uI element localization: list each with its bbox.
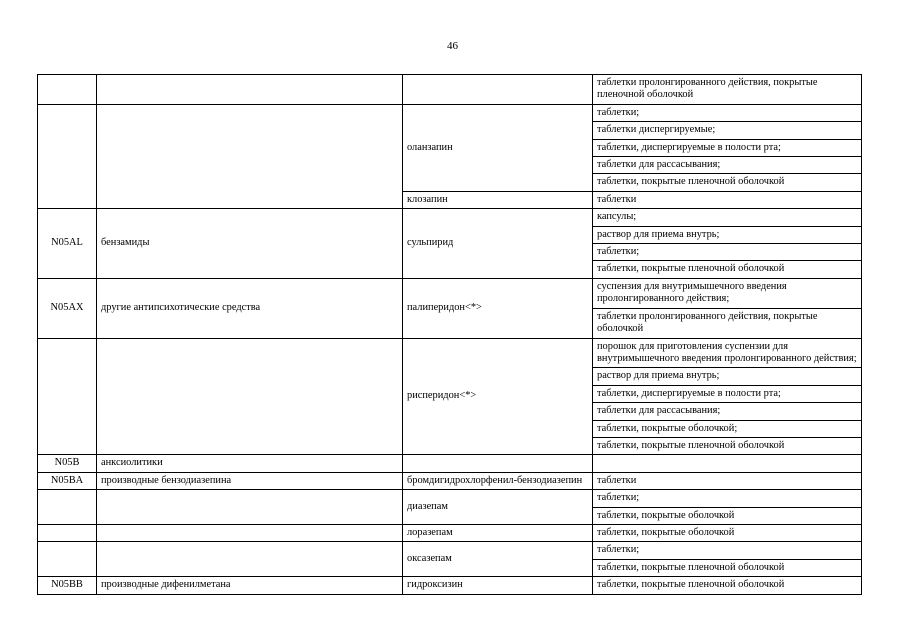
table-row xyxy=(38,542,862,559)
drug-name-cell: лоразепам xyxy=(403,524,593,541)
atc-code-cell xyxy=(38,524,97,541)
dosage-form-cell: таблетки для рассасывания; xyxy=(593,403,862,420)
drug-name-cell: диазепам xyxy=(403,490,593,525)
dosage-form-cell: порошок для приготовления суспензии для внутримышечного введения пролонгированного действия; xyxy=(593,338,862,368)
table-row xyxy=(38,75,862,105)
dosage-form-cell: таблетки пролонгированного действия, покрытые пленочной оболочкой xyxy=(593,75,862,105)
drug-name-cell: клозапин xyxy=(403,191,593,208)
atc-code-cell: N05AX xyxy=(38,278,97,338)
drug-name-cell: оланзапин xyxy=(403,104,593,191)
medication-table xyxy=(37,74,862,595)
table-row xyxy=(38,104,862,121)
pharmacological-group-cell xyxy=(97,338,403,455)
pharmacological-group-cell xyxy=(97,542,403,577)
dosage-form-cell: таблетки, покрытые оболочкой; xyxy=(593,420,862,437)
drug-name-cell: бромдигидрохлорфенил-бензодиазепин xyxy=(403,472,593,489)
dosage-form-cell: таблетки, покрытые пленочной оболочкой xyxy=(593,437,862,454)
dosage-form-cell: таблетки, покрытые оболочкой xyxy=(593,507,862,524)
pharmacological-group-cell: другие антипсихотические средства xyxy=(97,278,403,338)
dosage-form-cell: раствор для приема внутрь; xyxy=(593,226,862,243)
table-row xyxy=(38,577,862,594)
drug-name-cell: палиперидон<*> xyxy=(403,278,593,338)
dosage-form-cell: таблетки; xyxy=(593,244,862,261)
page-number: 46 xyxy=(447,40,458,52)
dosage-form-cell xyxy=(593,455,862,472)
pharmacological-group-cell xyxy=(97,524,403,541)
dosage-form-cell: таблетки, покрытые пленочной оболочкой xyxy=(593,577,862,594)
table-row xyxy=(38,278,862,308)
drug-name-cell xyxy=(403,455,593,472)
pharmacological-group-cell: производные дифенилметана xyxy=(97,577,403,594)
dosage-form-cell: таблетки xyxy=(593,472,862,489)
drug-name-cell xyxy=(403,75,593,105)
atc-code-cell: N05BA xyxy=(38,472,97,489)
atc-code-cell xyxy=(38,542,97,577)
dosage-form-cell: раствор для приема внутрь; xyxy=(593,368,862,385)
pharmacological-group-cell: производные бензодиазепина xyxy=(97,472,403,489)
dosage-form-cell: таблетки; xyxy=(593,490,862,507)
atc-code-cell xyxy=(38,75,97,105)
dosage-form-cell: таблетки xyxy=(593,191,862,208)
atc-code-cell xyxy=(38,490,97,525)
dosage-form-cell: суспензия для внутримышечного введения пролонгированного действия; xyxy=(593,278,862,308)
dosage-form-cell: таблетки; xyxy=(593,542,862,559)
atc-code-cell xyxy=(38,338,97,455)
pharmacological-group-cell: бензамиды xyxy=(97,209,403,279)
dosage-form-cell: таблетки для рассасывания; xyxy=(593,157,862,174)
dosage-form-cell: таблетки, покрытые пленочной оболочкой xyxy=(593,559,862,576)
dosage-form-cell: таблетки; xyxy=(593,104,862,121)
atc-code-cell xyxy=(38,104,97,208)
pharmacological-group-cell xyxy=(97,75,403,105)
dosage-form-cell: таблетки, диспергируемые в полости рта; xyxy=(593,385,862,402)
atc-code-cell: N05BB xyxy=(38,577,97,594)
table-row xyxy=(38,472,862,489)
drug-name-cell: рисперидон<*> xyxy=(403,338,593,455)
dosage-form-cell: таблетки, покрытые пленочной оболочкой xyxy=(593,174,862,191)
dosage-form-cell: капсулы; xyxy=(593,209,862,226)
pharmacological-group-cell xyxy=(97,104,403,208)
medication-table-body xyxy=(38,75,862,595)
atc-code-cell: N05B xyxy=(38,455,97,472)
drug-name-cell: гидроксизин xyxy=(403,577,593,594)
dosage-form-cell: таблетки, покрытые оболочкой xyxy=(593,524,862,541)
dosage-form-cell: таблетки, покрытые пленочной оболочкой xyxy=(593,261,862,278)
atc-code-cell: N05AL xyxy=(38,209,97,279)
drug-name-cell: сульпирид xyxy=(403,209,593,279)
drug-name-cell: оксазепам xyxy=(403,542,593,577)
dosage-form-cell: таблетки, диспергируемые в полости рта; xyxy=(593,139,862,156)
dosage-form-cell: таблетки диспергируемые; xyxy=(593,122,862,139)
pharmacological-group-cell: анксиолитики xyxy=(97,455,403,472)
table-row xyxy=(38,338,862,368)
pharmacological-group-cell xyxy=(97,490,403,525)
table-row xyxy=(38,455,862,472)
table-row xyxy=(38,209,862,226)
table-row xyxy=(38,524,862,541)
table-row xyxy=(38,490,862,507)
dosage-form-cell: таблетки пролонгированного действия, покрытые оболочкой xyxy=(593,308,862,338)
